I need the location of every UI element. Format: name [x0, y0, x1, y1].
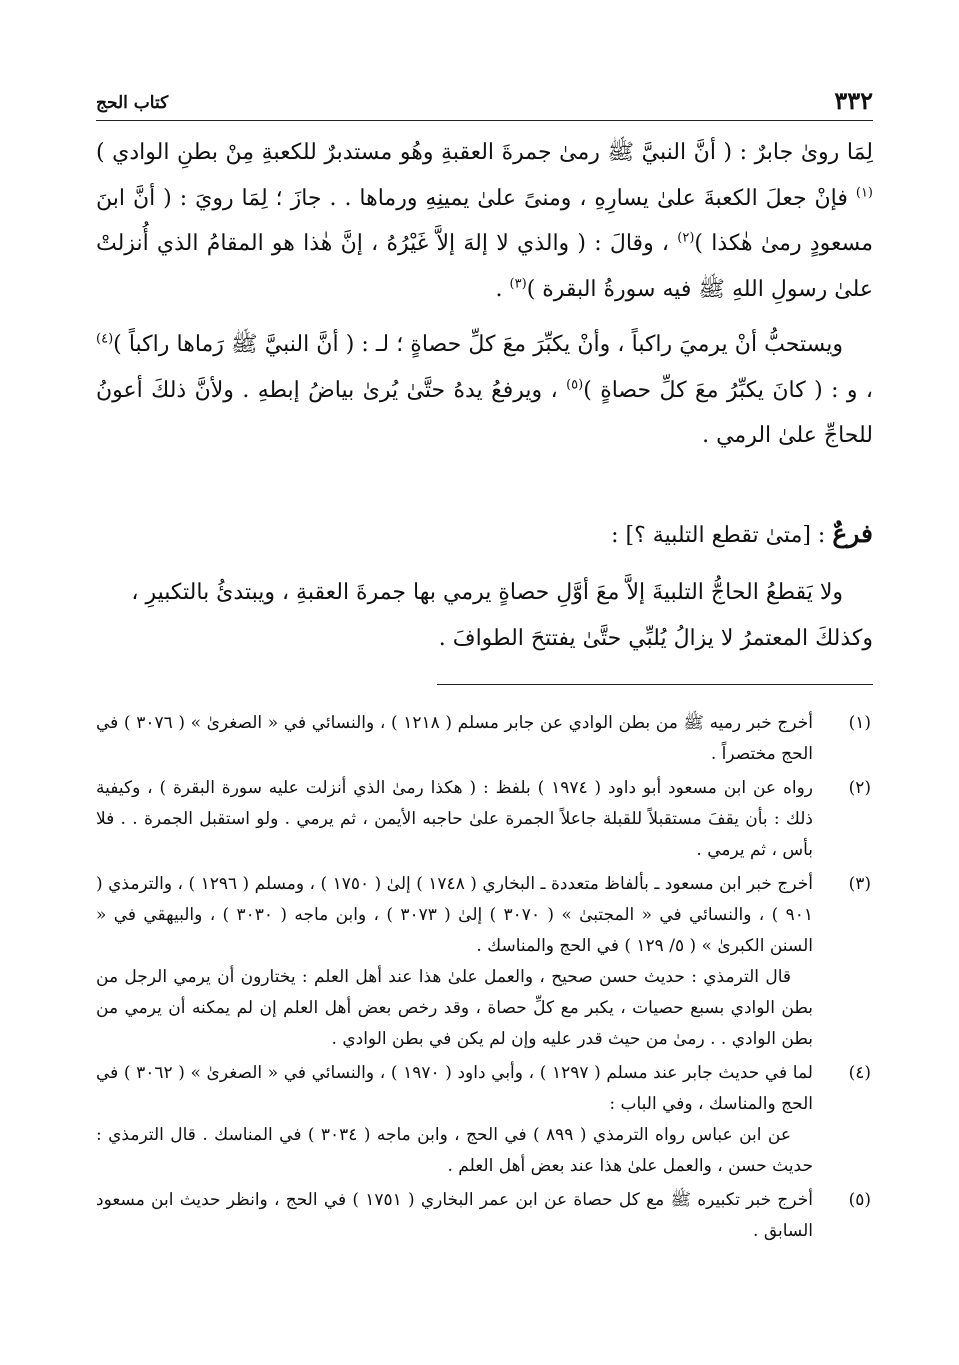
footnote-ref-1: (١) — [855, 185, 873, 201]
footnotes — [96, 708, 873, 1250]
footnote-divider — [437, 684, 873, 685]
paragraph-3: ولا يَقطعُ الحاجُّ التلبيةَ إلاَّ معَ أوَّلِ حصاةٍ يرمي بها جمرةَ العقبةِ ، ويبتدئُ بالتكبيرِ ، وكذلكَ المعتمرُ لا يزالُ يُلبِّي حتَّىٰ يفتتحَ الطوافَ . — [131, 580, 873, 651]
footnote-ref-2: (٢) — [677, 230, 695, 246]
subsection-title: : [متىٰ تقطع التلبية ؟] : — [611, 523, 833, 548]
footnote-text: لما في حديث جابر عند مسلم ( ١٢٩٧ ) ، وأبي داود ( ١٩٧٠ ) ، والنسائي في « الصغرىٰ » ( ٣٠٦٢ ) في الحج والمناسك ، وفي الباب : — [96, 1063, 813, 1114]
footnote-number: (٢) — [848, 778, 871, 798]
footnote-3 — [96, 869, 873, 1055]
footnote-ref-4: (٤) — [96, 331, 114, 347]
footnote-text: أخرج خبر ابن مسعود ـ بألفاظ متعددة ـ البخاري ( ١٧٤٨ ) إلىٰ ( ١٧٥٠ ) ، ومسلم ( ١٢٩٦ ) ، والترمذي ( ٩٠١ ) ، والنسائي في « المجتبىٰ » ( ٣٠٧٠ ) إلىٰ ( ٣٠٧٣ ) ، وابن ماجه ( ٣٠٣٠ ) ، والبيهقي في « السنن الكبرىٰ » ( ٥/ ١٢٩ ) في الحج والمناسك . — [96, 874, 813, 956]
running-title: كتاب الحج — [96, 93, 169, 113]
page-number: ٣٣٢ — [834, 86, 873, 115]
footnote-number: (٤) — [848, 1063, 871, 1083]
footnote-number: (٣) — [848, 874, 871, 894]
footnote-number: (١) — [848, 713, 871, 733]
paragraph-1-text-a: لِمَا روىٰ جابرٌ : ( أنَّ النبيَّ ﷺ رمىٰ جمرةَ العقبةِ وهُو مستدبرٌ للكعبةِ مِنْ بطنِ الوادي ) — [96, 140, 873, 165]
footnote-text: أخرج خبر رميه ﷺ من بطن الوادي عن جابر مسلم ( ١٢١٨ ) ، والنسائي في « الصغرىٰ » ( ٣٠٧٦ ) في الحج مختصراً . — [96, 713, 813, 764]
page-header — [96, 86, 873, 121]
footnote-1 — [96, 708, 873, 770]
footnote-2 — [96, 773, 873, 866]
paragraph-1-text-d: . — [495, 276, 510, 302]
subsection-label: فرعٌ — [832, 519, 873, 548]
paragraph-2 — [96, 322, 873, 459]
footnote-4 — [96, 1058, 873, 1182]
subsection-heading — [611, 514, 873, 556]
paragraph-1-text-b: فإنْ جعلَ الكعبةَ علىٰ يسارِهِ ، ومنىً علىٰ يمينِهِ ورماها . . جازَ ؛ لِمَا رويَ : ( أنَّ ابنَ مسعودٍ رمىٰ هٰكذا ) — [96, 185, 873, 256]
footnote-note: قال الترمذي : حديث حسن صحيح ، والعمل علىٰ هذا عند أهل العلم : يختارون أن يرمي الرجل من بطن الوادي بسبع حصيات ، يكبر مع كلِّ حصاة ، وقد رخص بعض أهل العلم إن لم يمكنه أن يرمي من بطن الوادي . . رمىٰ من حيث قدر عليه وإن لم يكن في بطن الوادي . — [96, 967, 813, 1049]
footnote-note: عن ابن عباس رواه الترمذي ( ٨٩٩ ) في الحج ، وابن ماجه ( ٣٠٣٤ ) في المناسك . قال الترمذي : حديث حسن ، والعمل علىٰ هذا عند بعض أهل العلم . — [96, 1125, 813, 1176]
paragraph-2-text-c: ، ويرفعُ يدهُ حتَّىٰ يُرىٰ بياضُ إبطهِ . ولأنَّ ذلكَ أعونُ للحاجِّ علىٰ الرمي . — [96, 377, 873, 448]
footnote-text: رواه عن ابن مسعود أبو داود ( ١٩٧٤ ) بلفظ : ( هكذا رمىٰ الذي أنزلت عليه سورة البقرة ) ، وكيفية ذلك : بأن يقفَ مستقبلاً للقبلة جاعلاً الجمرة علىٰ حاجبه الأيمن ، ثم يرمي . ولو استقبل الجمرة . . فلا بأس ، ثم يرمي . — [96, 778, 813, 860]
paragraph-1 — [96, 130, 873, 312]
footnote-ref-5: (٥) — [566, 377, 584, 393]
footnote-5 — [96, 1185, 873, 1247]
footnote-ref-3: (٣) — [509, 276, 527, 292]
paragraph-2-text-b: ، و : ( كانَ يكبِّرُ معَ كلِّ حصاةٍ ) — [583, 377, 873, 403]
main-text — [96, 130, 873, 459]
footnote-number: (٥) — [848, 1190, 871, 1210]
footnote-text: أخرج خبر تكبيره ﷺ مع كل حصاة عن ابن عمر البخاري ( ١٧٥١ ) في الحج ، وانظر حديث ابن مسعود السابق . — [96, 1190, 814, 1241]
paragraph-1-text-c: ، وقالَ : ( والذي لا إلهَ إلاَّ غَيْرُهُ ، إنَّ هٰذا هو المقامُ الذي أُنزلتْ علىٰ رسولِ اللهِ ﷺ فيه سورةُ البقرة ) — [96, 231, 873, 302]
paragraph-2-text-a: ويستحبُّ أنْ يرميَ راكباً ، وأنْ يكبِّرَ معَ كلِّ حصاةٍ ؛ لـ : ( أنَّ النبيَّ ﷺ رَماها راكباً ) — [113, 332, 843, 357]
